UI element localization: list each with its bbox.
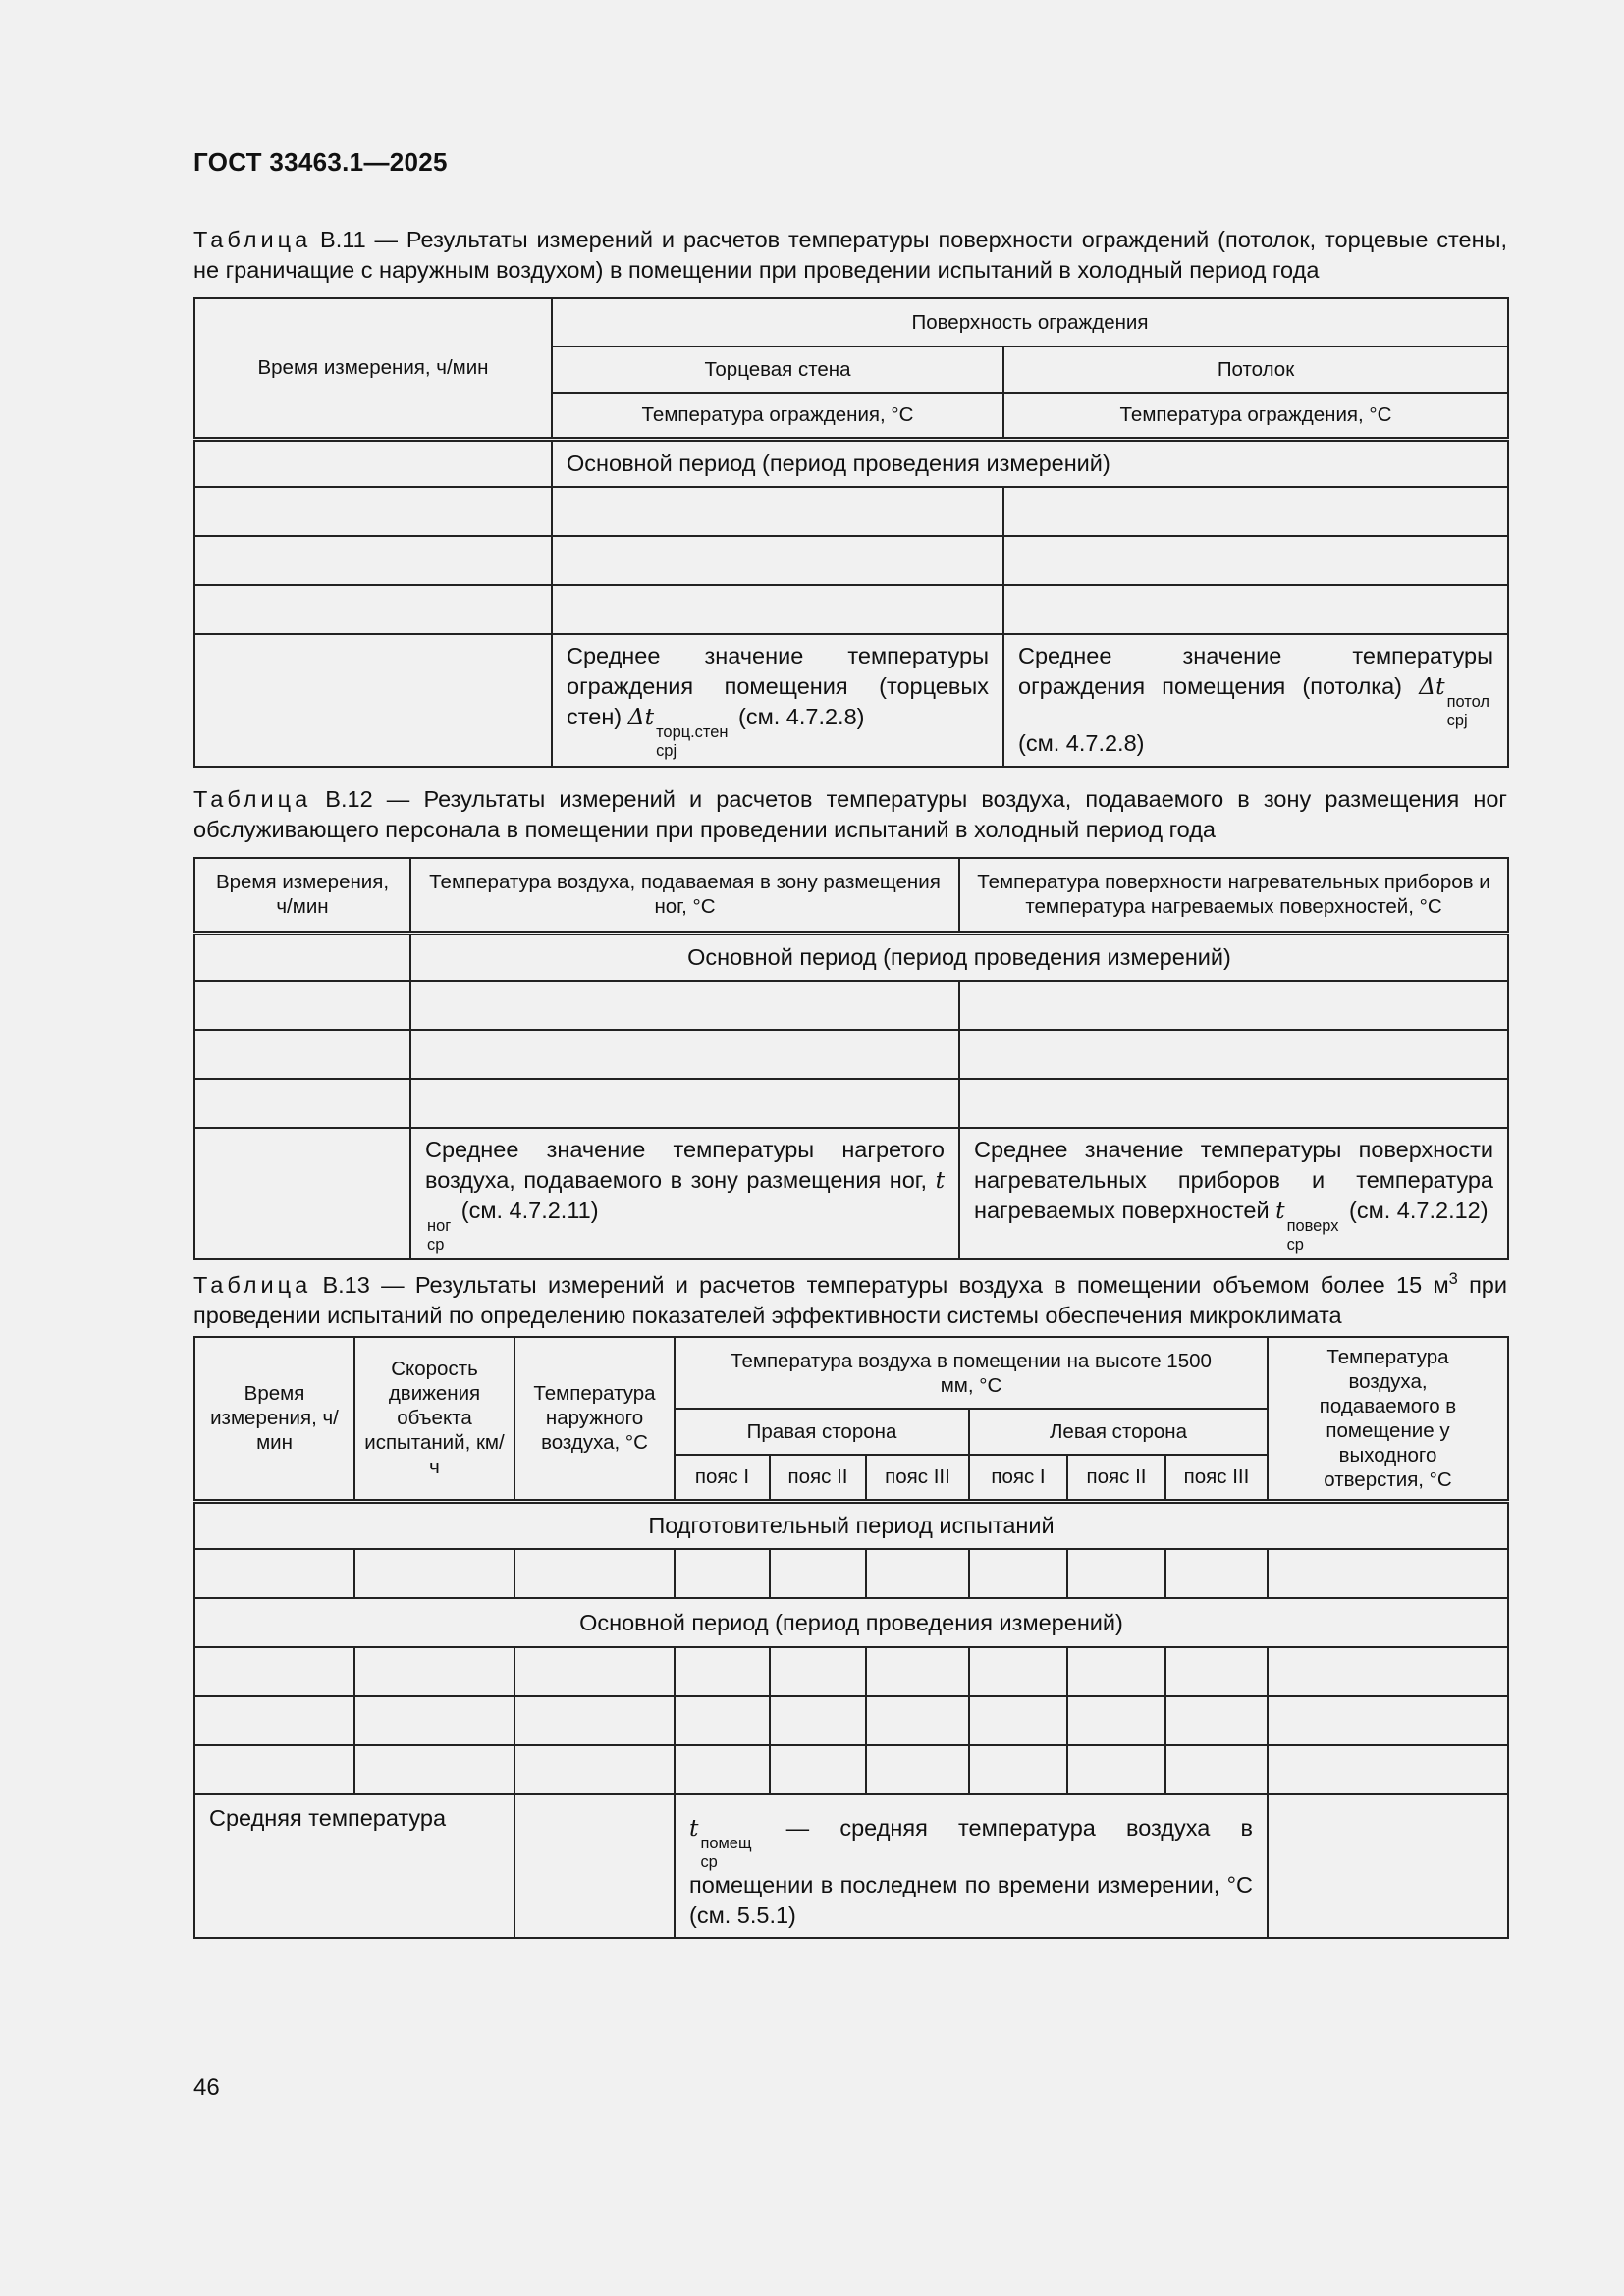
table-cell xyxy=(1268,1794,1508,1938)
table-cell xyxy=(194,933,410,981)
avg-surface-cell xyxy=(959,1128,1508,1259)
table-row xyxy=(194,1079,1508,1128)
table-b13 xyxy=(193,1336,1509,1939)
table-cell xyxy=(194,981,410,1030)
col-header-surface: Поверхность ограждения xyxy=(552,298,1508,347)
table-cell xyxy=(194,585,552,634)
caption-prefix: Таблица xyxy=(193,786,312,812)
table-row xyxy=(194,1647,1508,1696)
avg-note-text: — средняя температура воздуха в помещении в последнем по времени измерении, °С (см. 5.5.1) xyxy=(689,1815,1253,1929)
table-cell xyxy=(675,1745,770,1794)
col-header-belt: пояс III xyxy=(866,1455,969,1501)
table-cell xyxy=(514,1794,675,1938)
formula-superscript: потол xyxy=(1446,692,1489,711)
table-cell xyxy=(514,1696,675,1745)
page-number: 46 xyxy=(193,2074,220,2101)
prep-period-row: Подготовительный период испытаний xyxy=(194,1501,1508,1549)
formula-symbol: Δt xyxy=(1419,672,1445,700)
table-row xyxy=(194,536,1508,585)
table-cell xyxy=(675,1549,770,1598)
formula-subscript: ср xyxy=(1286,1235,1304,1254)
table-cell xyxy=(194,1745,354,1794)
table-cell xyxy=(1067,1549,1165,1598)
table-cell xyxy=(969,1647,1067,1696)
table-row xyxy=(194,487,1508,536)
col-header-time: Время измерения, ч/мин xyxy=(194,1337,354,1501)
table-cell xyxy=(969,1696,1067,1745)
table-cell xyxy=(1268,1696,1508,1745)
col-header-belt: пояс I xyxy=(675,1455,770,1501)
table-cell xyxy=(552,585,1003,634)
col-header-belt: пояс III xyxy=(1165,1455,1268,1501)
caption-text-cont: при проведении испытаний по определению показателей эффективности системы обеспечения микроклимата xyxy=(193,1271,1508,1328)
table-row xyxy=(194,1745,1508,1794)
table-b12-caption xyxy=(193,784,1507,845)
col-header-belt: пояс I xyxy=(969,1455,1067,1501)
avg-wall-cell xyxy=(552,634,1003,767)
table-cell xyxy=(1165,1549,1268,1598)
table-row xyxy=(194,981,1508,1030)
table-cell xyxy=(866,1647,969,1696)
table-cell xyxy=(1067,1745,1165,1794)
caption-text: В.12 — Результаты измерений и расчетов температуры воздуха, подаваемого в зону размещения ног обслуживающего персонала в помещении при проведении испытаний в холодный период года xyxy=(193,786,1507,842)
col-header-outdoor-temp: Температура наружного воздуха, °С xyxy=(514,1337,675,1501)
col-header-room-temp: Температура воздуха в помещении на высоте 1500 мм, °С xyxy=(675,1337,1268,1409)
reference: (см. 4.7.2.11) xyxy=(460,1198,599,1223)
table-cell xyxy=(194,1549,354,1598)
table-cell xyxy=(1165,1696,1268,1745)
table-cell xyxy=(514,1549,675,1598)
col-header-left-side: Левая сторона xyxy=(969,1409,1268,1455)
formula-subscript: ср xyxy=(427,1235,445,1254)
table-row xyxy=(194,1696,1508,1745)
table-cell xyxy=(866,1549,969,1598)
col-header-temp-ceiling: Температура ограждения, °С xyxy=(1003,393,1508,439)
reference: (см. 4.7.2.8) xyxy=(738,704,865,729)
table-cell xyxy=(354,1549,514,1598)
col-header-outlet-temp: Температура воздуха, подаваемого в помещение у выходного отверстия, °С xyxy=(1268,1337,1508,1501)
avg-ceiling-cell xyxy=(1003,634,1508,767)
table-b11-caption xyxy=(193,225,1507,286)
table-cell xyxy=(410,981,959,1030)
table-cell xyxy=(866,1696,969,1745)
table-cell xyxy=(770,1745,866,1794)
document-header: ГОСТ 33463.1—2025 xyxy=(193,147,448,177)
formula-superscript: торц.стен xyxy=(656,722,729,741)
reference: (см. 4.7.2.12) xyxy=(1349,1198,1489,1223)
table-cell xyxy=(959,981,1508,1030)
table-cell xyxy=(194,1079,410,1128)
table-cell xyxy=(194,1696,354,1745)
table-cell xyxy=(354,1745,514,1794)
table-cell xyxy=(552,487,1003,536)
col-header-time: Время измерения, ч/мин xyxy=(194,298,552,439)
formula-subscript: ср xyxy=(700,1852,718,1871)
col-header-temp-wall: Температура ограждения, °С xyxy=(552,393,1003,439)
formula-symbol: t xyxy=(689,1814,699,1842)
table-cell xyxy=(1165,1745,1268,1794)
formula-superscript: ног xyxy=(427,1216,452,1235)
formula-superscript: помещ xyxy=(700,1834,752,1852)
table-b13-caption xyxy=(193,1264,1507,1331)
table-cell xyxy=(1067,1696,1165,1745)
col-header-belt: пояс II xyxy=(770,1455,866,1501)
table-cell xyxy=(959,1030,1508,1079)
col-header-air-temp: Температура воздуха, подаваемая в зону размещения ног, °С xyxy=(410,858,959,933)
table-cell xyxy=(675,1696,770,1745)
table-cell xyxy=(866,1745,969,1794)
table-cell xyxy=(514,1647,675,1696)
caption-prefix: Таблица xyxy=(193,1271,312,1298)
col-header-end-wall: Торцевая стена xyxy=(552,347,1003,393)
col-header-time: Время измерения, ч/мин xyxy=(194,858,410,933)
table-cell xyxy=(194,439,552,487)
table-cell xyxy=(194,487,552,536)
avg-air-text: Среднее значение температуры нагретого воздуха, подаваемого в зону размещения ног, xyxy=(425,1137,945,1193)
table-cell xyxy=(770,1549,866,1598)
caption-prefix: Таблица xyxy=(193,227,312,252)
table-cell xyxy=(354,1696,514,1745)
table-cell xyxy=(1268,1745,1508,1794)
col-header-right-side: Правая сторона xyxy=(675,1409,969,1455)
table-b12 xyxy=(193,857,1509,1260)
table-cell xyxy=(770,1696,866,1745)
table-cell xyxy=(1003,585,1508,634)
formula-symbol: t xyxy=(935,1166,946,1194)
table-cell xyxy=(194,1128,410,1259)
table-cell xyxy=(194,1030,410,1079)
table-cell xyxy=(514,1745,675,1794)
table-b11 xyxy=(193,297,1509,768)
table-row xyxy=(194,1030,1508,1079)
main-period-row: Основной период (период проведения измерений) xyxy=(410,933,1508,981)
main-period-row: Основной период (период проведения измерений) xyxy=(194,1598,1508,1647)
col-header-speed: Скорость движения объекта испытаний, км/ч xyxy=(354,1337,514,1501)
col-header-belt: пояс II xyxy=(1067,1455,1165,1501)
col-header-surface-temp: Температура поверхности нагревательных приборов и температура нагреваемых поверхностей, °С xyxy=(959,858,1508,933)
avg-temp-label: Средняя температура xyxy=(194,1794,514,1938)
table-cell xyxy=(675,1647,770,1696)
table-cell xyxy=(194,1647,354,1696)
table-cell xyxy=(770,1647,866,1696)
table-cell xyxy=(1165,1647,1268,1696)
table-cell xyxy=(1268,1647,1508,1696)
table-cell xyxy=(969,1549,1067,1598)
avg-surface-text: Среднее значение температуры поверхности нагревательных приборов и температура нагреваемых поверхностей xyxy=(974,1137,1493,1223)
avg-note-cell xyxy=(675,1794,1268,1938)
table-cell xyxy=(969,1745,1067,1794)
table-cell xyxy=(1067,1647,1165,1696)
formula-symbol: t xyxy=(1275,1197,1285,1224)
table-cell xyxy=(194,536,552,585)
caption-superscript: 3 xyxy=(1448,1270,1458,1288)
table-cell xyxy=(194,634,552,767)
table-cell xyxy=(410,1030,959,1079)
formula-superscript: поверх xyxy=(1286,1216,1339,1235)
table-cell xyxy=(1003,487,1508,536)
formula-subscript: срj xyxy=(1446,711,1468,729)
reference: (см. 4.7.2.8) xyxy=(1018,730,1145,757)
table-cell xyxy=(354,1647,514,1696)
avg-ceiling-text: Среднее значение температуры ограждения помещения (потолка) xyxy=(1018,643,1493,699)
table-cell xyxy=(1268,1549,1508,1598)
formula-subscript: срj xyxy=(656,741,677,760)
col-header-ceiling: Потолок xyxy=(1003,347,1508,393)
table-row xyxy=(194,585,1508,634)
avg-wall-text: Среднее значение температуры ограждения помещения (торцевых стен) xyxy=(567,643,989,729)
formula-symbol: Δt xyxy=(627,703,655,730)
table-cell xyxy=(959,1079,1508,1128)
caption-text: В.11 — Результаты измерений и расчетов температуры поверхности ограждений (потолок, торцевые стены, не граничащие с наружным воздухом) в помещении при проведении испытаний в холодный период года xyxy=(193,227,1507,283)
avg-air-cell xyxy=(410,1128,959,1259)
table-cell xyxy=(410,1079,959,1128)
caption-text: В.13 — Результаты измерений и расчетов температуры воздуха в помещении объемом более 15 м xyxy=(311,1271,1449,1298)
table-cell xyxy=(552,536,1003,585)
main-period-row: Основной период (период проведения измерений) xyxy=(552,439,1508,487)
table-cell xyxy=(1003,536,1508,585)
table-row xyxy=(194,1549,1508,1598)
